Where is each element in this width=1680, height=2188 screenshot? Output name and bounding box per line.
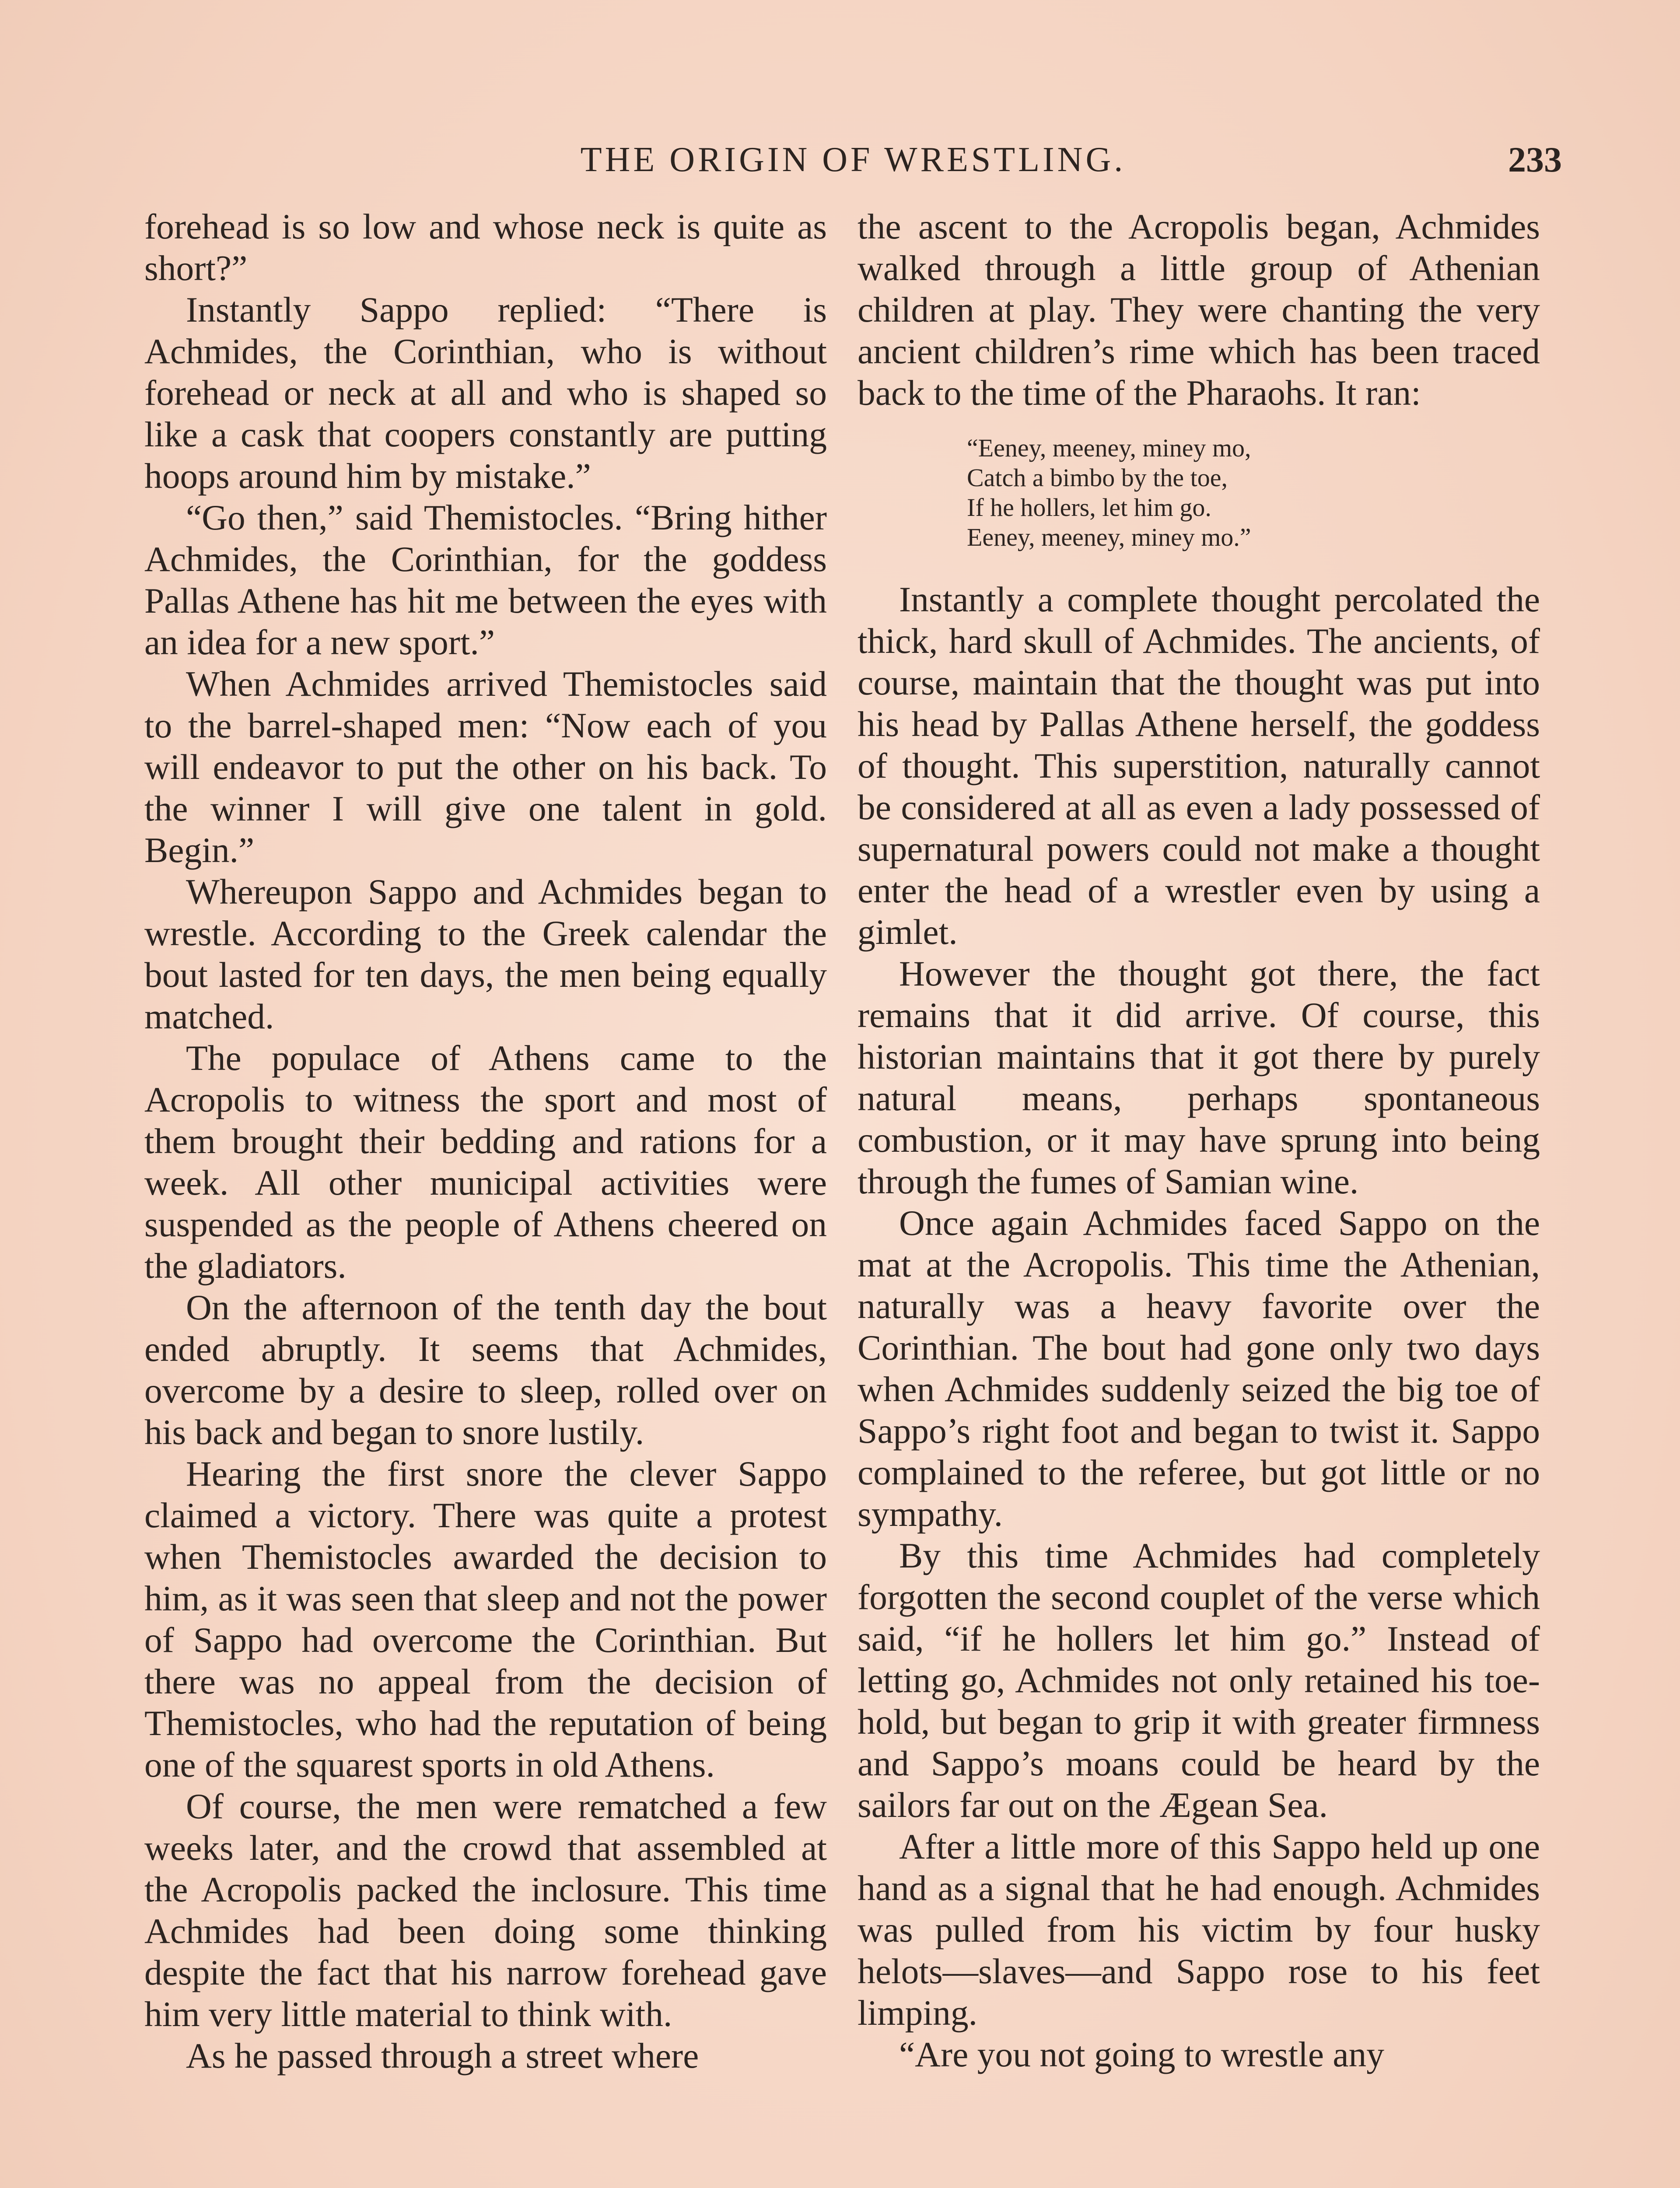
- paragraph: By this time Achmides had completely forgotten the second couplet of the verse which said, “if he hollers let him go.” Instead of letting go, Achmides not only retained his toe-hold, but began to grip it with greater firmness and Sappo’s moans could be heard by the sailors far out on the Ægean Sea.: [858, 1536, 1540, 1825]
- verse-line: If he hollers, let him go.: [967, 493, 1211, 522]
- running-title: THE ORIGIN OF WRESTLING.: [580, 140, 1126, 179]
- paragraph: Hearing the first snore the clever Sappo claimed a victory. There was quite a protest when Themistocles awarded the decision to him, as it was seen that sleep and not the power of Sappo had overcome the Corinthian. But there was no appeal from the decision of Themistocles, who had the reputation of being one of the squarest sports in old Athens.: [144, 1454, 827, 1785]
- paragraph: When Achmides arrived Themistocles said to the barrel-shaped men: “Now each of you will endeavor to put the other on his back. To the winner I will give one talent in gold. Begin.”: [144, 664, 827, 870]
- verse-line: “Eeney, meeney, miney mo,: [967, 434, 1251, 462]
- paragraph: However the thought got there, the fact remains that it did arrive. Of course, this historian maintains that it got there by purely natural means, perhaps spontaneous combustion, or it may have sprung into being through the fumes of Samian wine.: [858, 954, 1540, 1201]
- paragraph: Instantly a complete thought percolated the thick, hard skull of Achmides. The ancients, of course, maintain that the thought was put into his head by Pallas Athene herself, the goddess of thought. This superstition, naturally cannot be considered at all as even a lady possessed of supernatural powers could not make a thought enter the head of a wrestler even by using a gimlet.: [858, 579, 1540, 952]
- paragraph: Of course, the men were rematched a few weeks later, and the crowd that assembled at the Acropolis packed the inclosure. This time Achmides had been doing some thinking despite the fact that his narrow forehead gave him very little material to think with.: [144, 1786, 827, 2034]
- verse-line: Catch a bimbo by the toe,: [967, 463, 1228, 492]
- paragraph: the ascent to the Acropolis began, Achmides walked through a little group of Athenian children at play. They were chanting the very ancient children’s rime which has been traced back to the time of the Pharaohs. It ran:: [858, 207, 1540, 413]
- paragraph: forehead is so low and whose neck is quite as short?”: [144, 207, 827, 288]
- left-column: [144, 206, 827, 2076]
- paragraph: After a little more of this Sappo held up one hand as a signal that he had enough. Achmides was pulled from his victim by four husky helots—slaves—and Sappo rose to his feet limping.: [858, 1827, 1540, 2033]
- paragraph: As he passed through a street where: [186, 2036, 699, 2076]
- paragraph: The populace of Athens came to the Acropolis to witness the sport and most of them brought their bedding and rations for a week. All other municipal activities were suspended as the people of Athens cheered on the gladiators.: [144, 1038, 827, 1286]
- paragraph: “Are you not going to wrestle any: [899, 2034, 1385, 2074]
- paragraph: Whereupon Sappo and Achmides began to wrestle. According to the Greek calendar the bout lasted for ten days, the men being equally matched.: [144, 872, 827, 1036]
- verse-line: Eeney, meeney, miney mo.”: [967, 523, 1251, 551]
- paragraph: On the afternoon of the tenth day the bout ended abruptly. It seems that Achmides, overcome by a desire to sleep, rolled over on his back and began to snore lustily.: [144, 1287, 827, 1452]
- nursery-rhyme-verse: [967, 433, 1540, 552]
- paragraph: “Go then,” said Themistocles. “Bring hither Achmides, the Corinthian, for the goddess Pallas Athene has hit me between the eyes with an idea for a new sport.”: [144, 498, 827, 662]
- paragraph: Instantly Sappo replied: “There is Achmides, the Corinthian, who is without forehead or neck at all and who is shaped so like a cask that coopers constantly are putting hoops around him by mistake.”: [144, 290, 827, 496]
- running-head: [144, 136, 1562, 184]
- paragraph: Once again Achmides faced Sappo on the mat at the Acropolis. This time the Athenian, naturally was a heavy favorite over the Corinthian. The bout had gone only two days when Achmides suddenly seized the big toe of Sappo’s right foot and began to twist it. Sappo complained to the referee, but got little or no sympathy.: [858, 1203, 1540, 1534]
- page-number: 233: [1508, 140, 1562, 179]
- right-column: [858, 206, 1540, 2075]
